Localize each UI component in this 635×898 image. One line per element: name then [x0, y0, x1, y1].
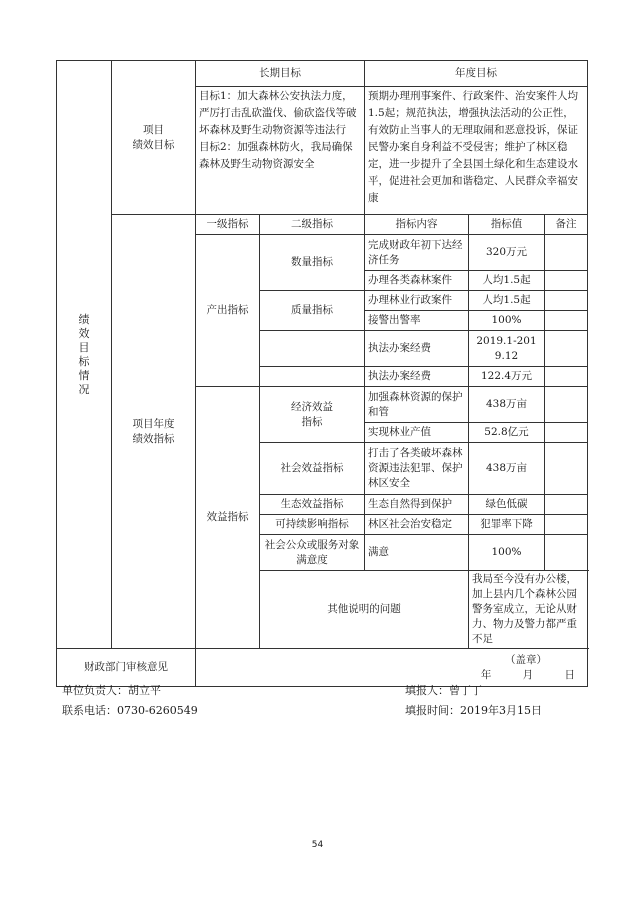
row-value: 绿色低碳	[469, 495, 545, 515]
row-value: 438万亩	[469, 443, 545, 495]
row-value: 人均1.5起	[469, 291, 545, 311]
finance-review-cell	[196, 649, 588, 687]
header-content: 指标内容	[365, 215, 469, 235]
long-term-goal	[196, 87, 365, 215]
performance-target-table	[56, 60, 588, 687]
page-number: 54	[311, 840, 324, 850]
quantity-indicator: 数量指标	[260, 235, 365, 291]
row-remark	[545, 515, 588, 535]
annual-header: 年度目标	[365, 61, 588, 87]
section-label: 绩效目标情况	[78, 312, 90, 396]
row-remark	[545, 443, 588, 495]
ecological-indicator: 生态效益指标	[260, 495, 365, 515]
row-remark	[545, 311, 588, 331]
quality-indicator: 质量指标	[260, 291, 365, 331]
row-content: 林区社会治安稳定	[365, 515, 469, 535]
unit-head: 单位负责人：胡立平	[62, 684, 161, 697]
blank-level2	[260, 331, 365, 367]
date-day: 日	[564, 668, 576, 681]
blank-level2	[260, 367, 365, 387]
row-content: 满意	[365, 535, 469, 571]
row-remark	[545, 291, 588, 311]
date-year: 年	[480, 668, 492, 681]
contact-phone: 联系电话：0730-6260549	[62, 704, 198, 717]
row-content: 执法办案经费	[365, 331, 469, 367]
annual-indicators-label: 项目年度 绩效指标	[112, 215, 196, 649]
row-remark	[545, 235, 588, 271]
row-value: 320万元	[469, 235, 545, 271]
sustainability-indicator: 可持续影响指标	[260, 515, 365, 535]
output-indicator: 产出指标	[196, 235, 260, 387]
header-remark: 备注	[545, 215, 588, 235]
row-content: 办理各类森林案件	[365, 271, 469, 291]
row-value: 52.8亿元	[469, 423, 545, 443]
stamp-text: （盖章）	[505, 653, 548, 666]
row-remark	[545, 423, 588, 443]
row-content: 生态自然得到保护	[365, 495, 469, 515]
annual-goal: 预期办理刑事案件、行政案件、治安案件人均1.5起；规范执法，增强执法活动的公正性，有效防止当事人的无理取闹和恶意投诉，保证民警办案自身利益不受侵害；维护了林区稳定，进一步提升了全县国土绿化和生态建设水平，促进社会更加和谐稳定、人民群众幸福安康	[365, 87, 588, 215]
row-content: 办理林业行政案件	[365, 291, 469, 311]
row-value: 100%	[469, 535, 545, 571]
row-content: 打击了各类破坏森林资源违法犯罪、保护林区安全	[365, 443, 469, 495]
date-month: 月	[522, 668, 534, 681]
row-content: 接警出警率	[365, 311, 469, 331]
section-label-cell	[57, 61, 112, 649]
header-value: 指标值	[469, 215, 545, 235]
row-value: 犯罪率下降	[469, 515, 545, 535]
row-remark	[545, 271, 588, 291]
row-remark	[545, 535, 588, 571]
row-value: 人均1.5起	[469, 271, 545, 291]
satisfaction-indicator: 社会公众或服务对象满意度	[260, 535, 365, 571]
row-remark	[545, 331, 588, 367]
row-value: 122.4万元	[469, 367, 545, 387]
project-goal-label: 项目 绩效目标	[112, 61, 196, 215]
row-content: 执法办案经费	[365, 367, 469, 387]
other-notes-label: 其他说明的问题	[260, 571, 469, 649]
finance-review-label: 财政部门审核意见	[57, 649, 196, 687]
row-remark	[545, 495, 588, 515]
row-remark	[545, 387, 588, 423]
row-content: 完成财政年初下达经济任务	[365, 235, 469, 271]
benefit-indicator: 效益指标	[196, 387, 260, 649]
review-date	[196, 668, 587, 683]
row-content: 加强森林资源的保护和管	[365, 387, 469, 423]
row-value: 438万亩	[469, 387, 545, 423]
long-term-header: 长期目标	[196, 61, 365, 87]
header-level2: 二级指标	[260, 215, 365, 235]
long-term-goal-1: 目标1：加大森林公安执法力度，严厉打击乱砍滥伐、偷砍盗伐等破坏森林及野生动物资源等违法行	[199, 90, 357, 136]
header-level1: 一级指标	[196, 215, 260, 235]
row-remark	[545, 367, 588, 387]
fill-date: 填报时间：2019年3月15日	[405, 704, 542, 717]
filler: 填报人：曾丁丁	[405, 684, 482, 697]
long-term-goal-2: 目标2：加强森林防火，我局确保森林及野生动物资源安全	[199, 141, 353, 170]
social-indicator: 社会效益指标	[260, 443, 365, 495]
economic-indicator: 经济效益 指标	[260, 387, 365, 443]
other-notes-text: 我局至今没有办公楼，加上县内几个森林公园警务室成立，无论从财力、物力及警力都严重不足	[469, 571, 588, 649]
row-value: 2019.1-2019.12	[469, 331, 545, 367]
row-value: 100%	[469, 311, 545, 331]
row-content: 实现林业产值	[365, 423, 469, 443]
